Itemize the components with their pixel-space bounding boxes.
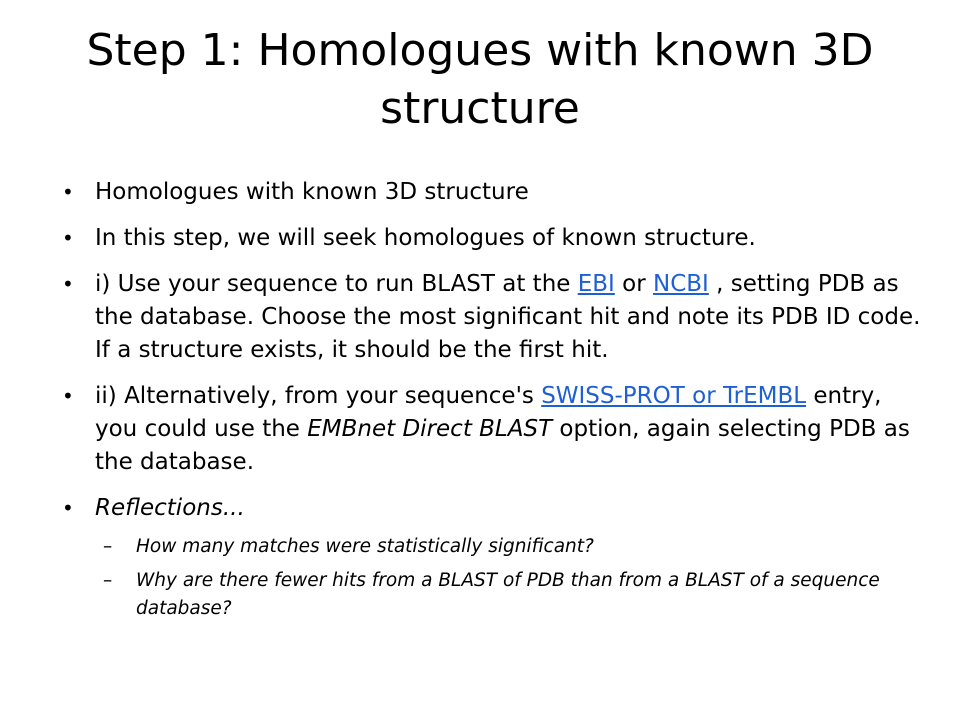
bullet-item (62, 176, 922, 209)
bullet-icon: • (62, 384, 74, 408)
bullet-icon: • (62, 496, 74, 520)
sub-bullet-item (62, 533, 922, 561)
bullet-text-pre: i) Use your sequence to run BLAST at the (95, 271, 578, 297)
bullet-text: In this step, we will seek homologues of known structure. (95, 225, 756, 251)
dash-icon: – (103, 536, 113, 557)
bullet-item (62, 222, 922, 255)
swissprot-trembl-link[interactable]: SWISS-PROT or TrEMBL (541, 383, 807, 409)
bullet-text (95, 383, 910, 475)
ebi-link[interactable]: EBI (577, 271, 615, 297)
bullet-text: Reflections... (95, 495, 245, 521)
embnet-blast-text: EMBnet Direct BLAST (307, 416, 553, 442)
bullet-item (62, 492, 922, 525)
bullet-text-post: , setting PDB as the database. Choose the most significant hit and note its PDB ID code. If a structure exists, it should be the first hit. (95, 271, 921, 363)
sub-bullet-text: Why are there fewer hits from a BLAST of PDB than from a BLAST of a sequence database? (136, 570, 880, 619)
bullet-item (62, 380, 922, 479)
sub-bullet-item (62, 567, 922, 623)
bullet-text-mid: entry, you could use the (95, 383, 882, 442)
bullet-list (62, 176, 922, 629)
bullet-text-mid: or (614, 271, 654, 297)
bullet-text-post: option, again selecting PDB as the database. (95, 416, 910, 475)
sub-bullet-text: How many matches were statistically significant? (136, 536, 594, 557)
slide-title: Step 1: Homologues with known 3D structure (86, 25, 874, 134)
bullet-icon: • (62, 272, 74, 296)
ncbi-link[interactable]: NCBI (653, 271, 709, 297)
bullet-icon: • (62, 180, 74, 204)
bullet-icon: • (62, 226, 74, 250)
dash-icon: – (103, 570, 113, 591)
bullet-text-pre: ii) Alternatively, from your sequence's (95, 383, 542, 409)
bullet-item (62, 268, 922, 367)
bullet-text: Homologues with known 3D structure (95, 179, 529, 205)
bullet-text (95, 271, 920, 363)
